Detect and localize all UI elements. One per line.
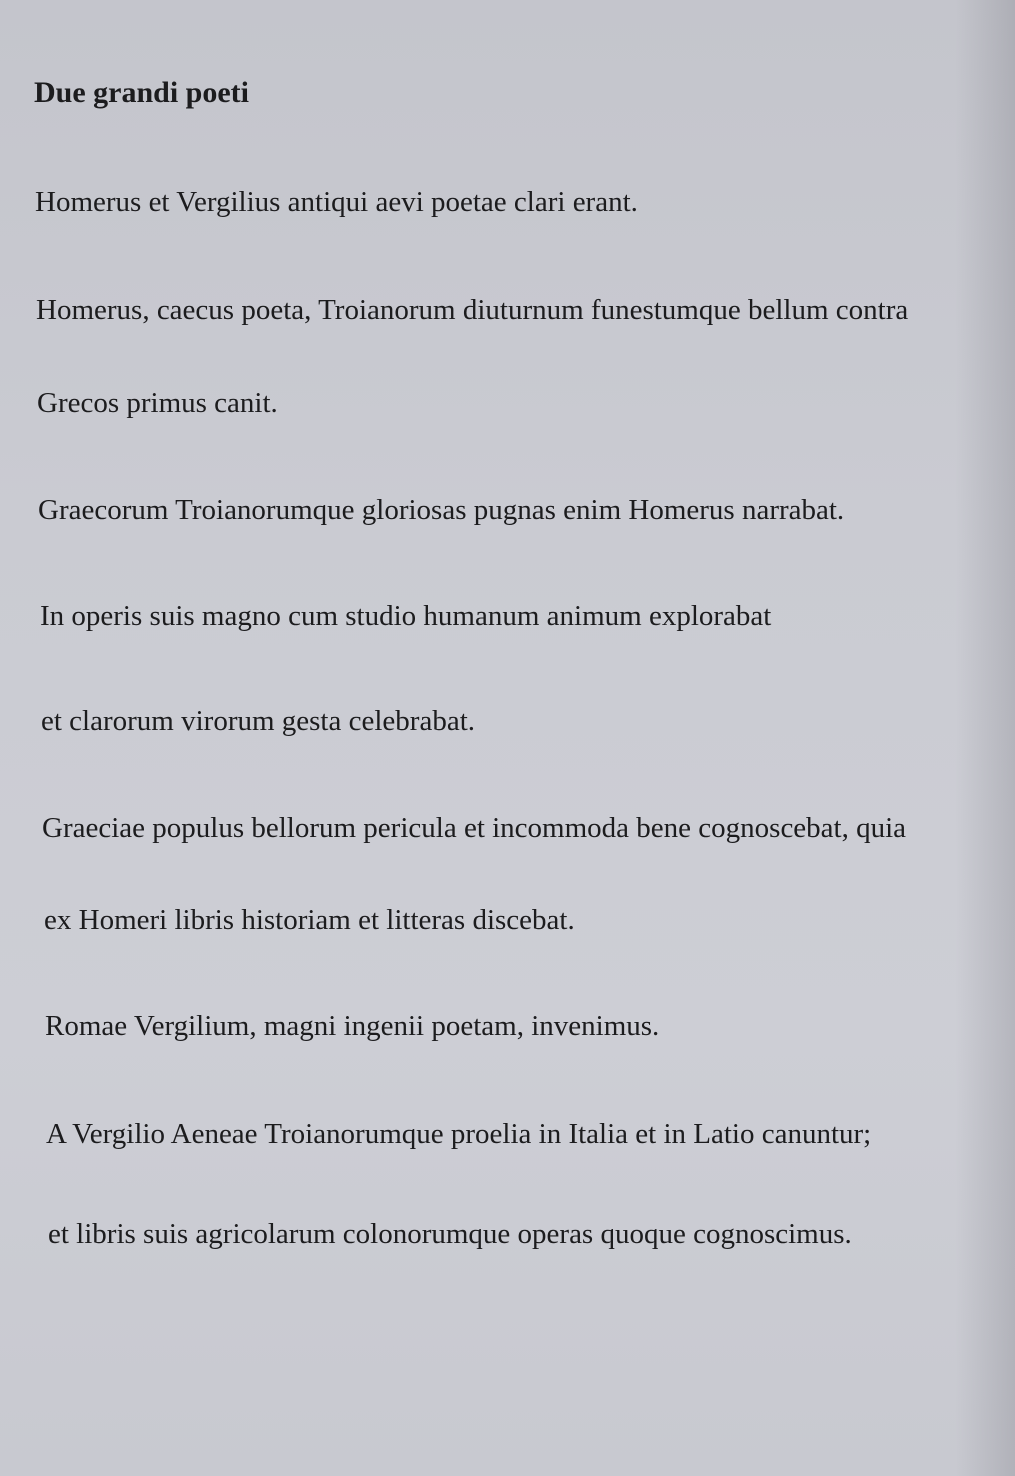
text-line-11: et libris suis agricolarum colonorumque operas quoque cognoscimus.: [48, 1218, 852, 1250]
text-line-2: Homerus, caecus poeta, Troianorum diuturnum funestumque bellum contra: [36, 294, 909, 326]
text-line-5: In operis suis magno cum studio humanum animum explorabat: [40, 600, 772, 632]
text-line-1: Homerus et Vergilius antiqui aevi poetae clari erant.: [35, 186, 638, 218]
text-line-3: Grecos primus canit.: [37, 387, 278, 419]
text-line-7: Graeciae populus bellorum pericula et incommoda bene cognoscebat, quia: [42, 812, 907, 844]
document-title: Due grandi poeti: [34, 76, 250, 109]
text-line-4: Graecorum Troianorumque gloriosas pugnas enim Homerus narrabat.: [38, 494, 845, 526]
text-line-6: et clarorum virorum gesta celebrabat.: [41, 705, 475, 737]
text-line-8: ex Homeri libris historiam et litteras discebat.: [44, 904, 575, 936]
text-line-9: Romae Vergilium, magni ingenii poetam, invenimus.: [45, 1010, 660, 1042]
text-line-10: A Vergilio Aeneae Troianorumque proelia in Italia et in Latio canuntur;: [46, 1118, 872, 1150]
